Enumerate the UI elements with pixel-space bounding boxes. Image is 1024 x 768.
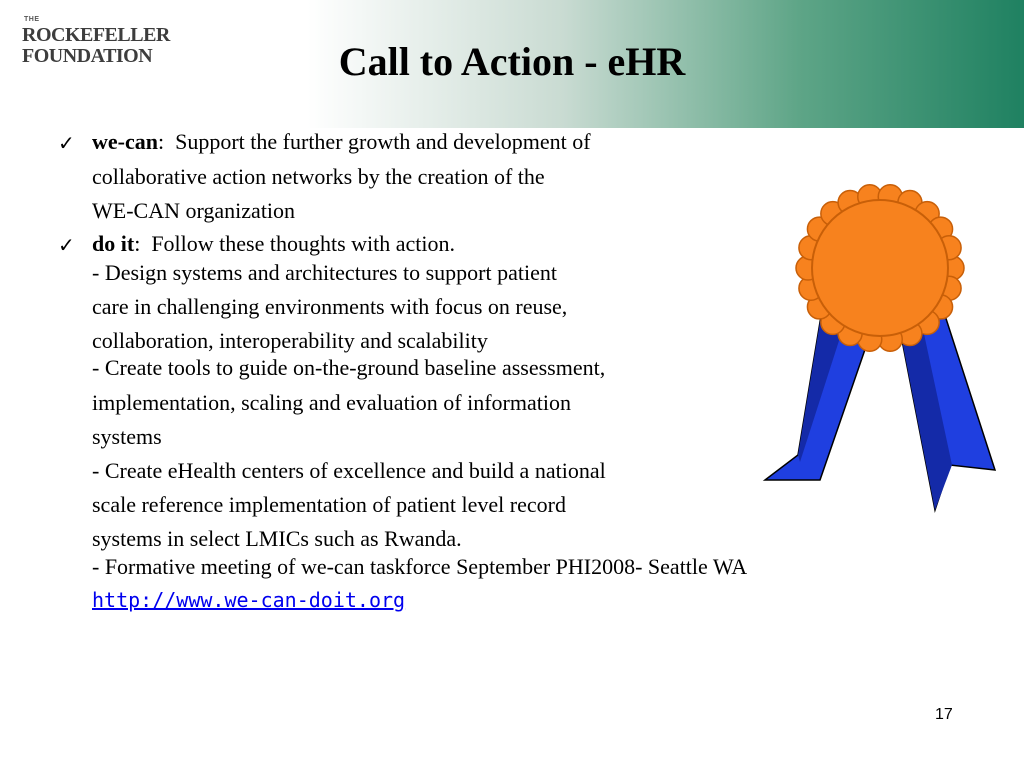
sub-1-line-1: - Design systems and architectures to support patient <box>92 260 557 285</box>
sub-4-line-1: - Formative meeting of we-can taskforce September PHI2008- Seattle WA <box>92 554 748 579</box>
bullet-2-line-1 <box>92 231 455 257</box>
rosette-center <box>812 200 948 336</box>
bullet-1-line-2: collaborative action networks by the creation of the <box>92 164 545 189</box>
bullet-1-line-1 <box>92 129 591 155</box>
we-can-website-link[interactable]: http://www.we-can-doit.org <box>92 588 406 612</box>
checkmark-icon: ✓ <box>58 233 75 257</box>
sub-2-line-1: - Create tools to guide on-the-ground baseline assessment, <box>92 355 606 380</box>
bullet-1-term: we-can <box>92 129 158 154</box>
logo-line1: ROCKEFELLER <box>22 24 170 46</box>
sub-2-line-2: implementation, scaling and evaluation of information <box>92 390 571 415</box>
logo-line2: FOUNDATION <box>22 45 153 67</box>
checkmark-icon: ✓ <box>58 131 75 155</box>
slide-title: Call to Action - eHR <box>338 39 686 84</box>
bullet-2-sep: : <box>134 231 141 256</box>
bullet-2-text: Follow these thoughts with action. <box>140 231 456 256</box>
bullet-1-text: Support the further growth and development of <box>164 129 591 154</box>
award-ribbon-icon <box>760 180 1000 520</box>
bullet-2-term: do it <box>92 231 135 256</box>
page-number: 17 <box>935 706 953 723</box>
sub-1-line-2: care in challenging environments with focus on reuse, <box>92 294 568 319</box>
sub-3-line-2: scale reference implementation of patient level record <box>92 492 566 517</box>
sub-3-line-1: - Create eHealth centers of excellence and build a national <box>92 458 606 483</box>
sub-1-line-3: collaboration, interoperability and scalability <box>92 328 488 353</box>
logo-the: THE <box>24 16 40 23</box>
bullet-1-line-3: WE-CAN organization <box>92 198 296 223</box>
sub-3-line-3: systems in select LMICs such as Rwanda. <box>92 526 462 551</box>
sub-2-line-3: systems <box>92 424 162 449</box>
bullet-1-sep: : <box>157 129 165 154</box>
